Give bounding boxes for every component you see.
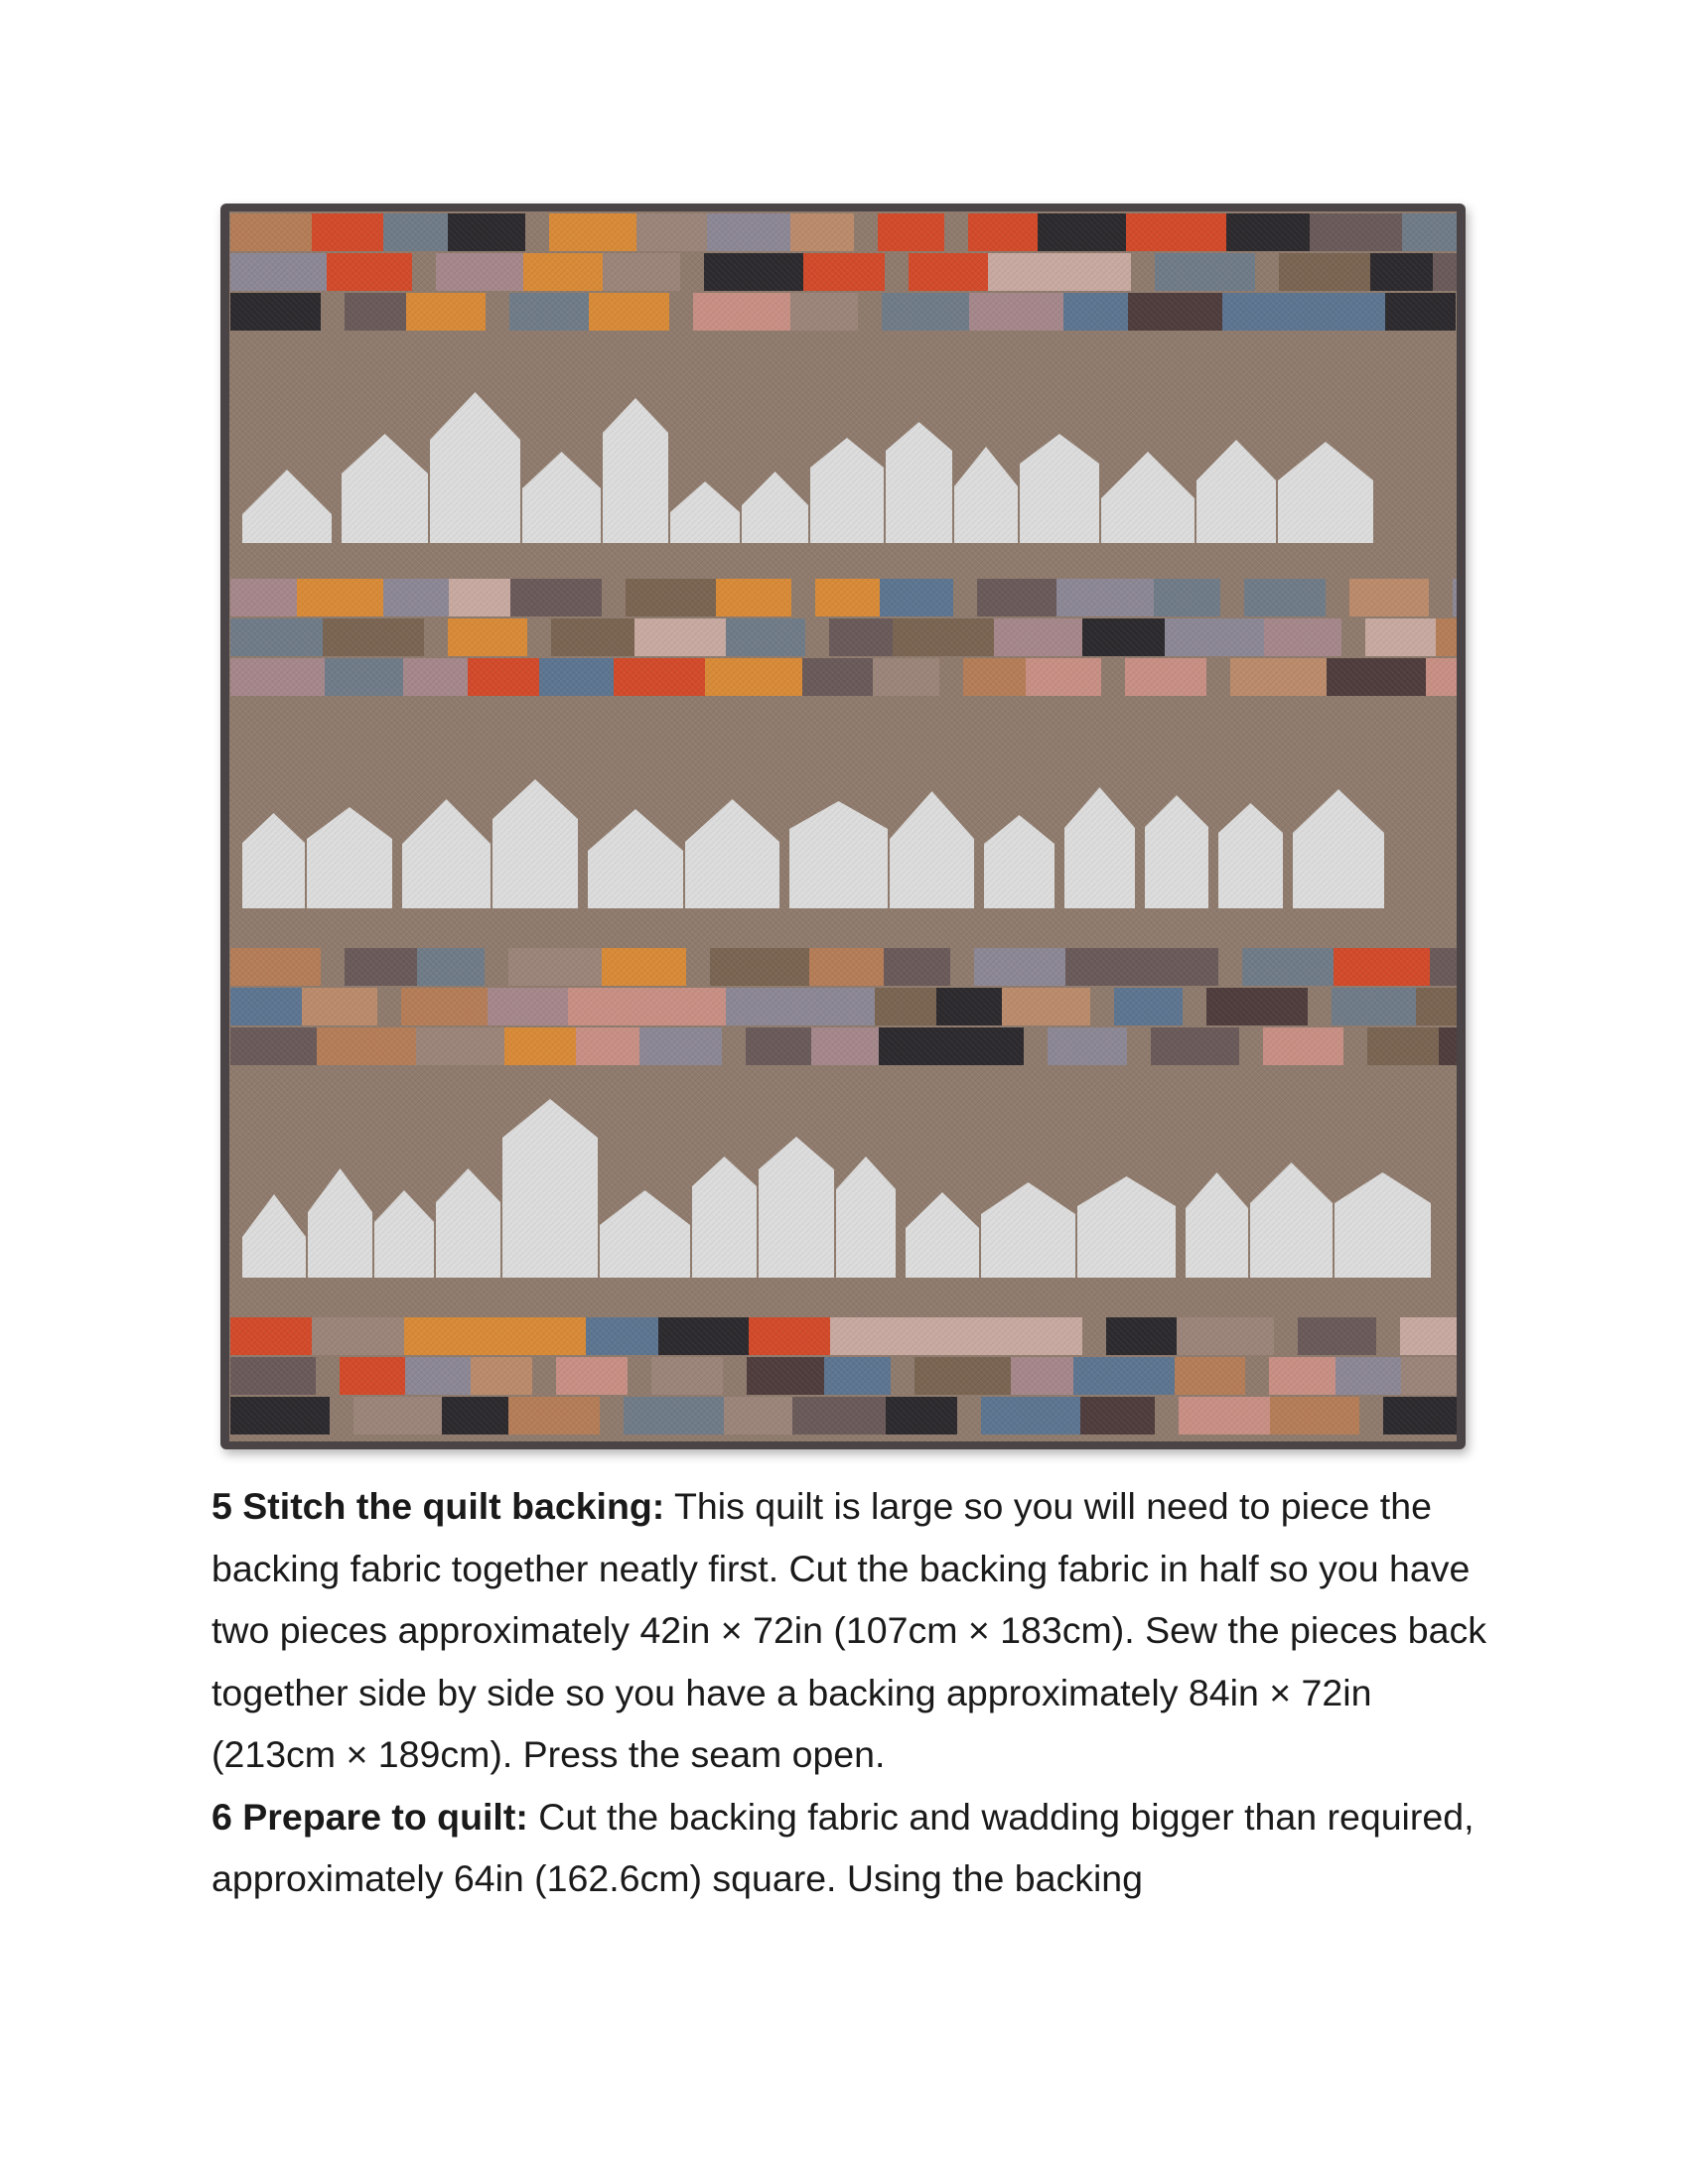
step-6-body: Cut the backing fabric and wadding bigger than required, approximately 64in (162.6cm) square. Using the backing xyxy=(211,1795,1475,1899)
instructions-text xyxy=(211,1475,1492,1910)
step-5-heading: 5 Stitch the quilt backing: xyxy=(211,1485,665,1527)
quilt-image xyxy=(220,204,1466,1449)
step-6-paragraph xyxy=(211,1786,1492,1910)
step-5-paragraph xyxy=(211,1475,1492,1786)
step-5-body: This quilt is large so you will need to piece the backing fabric together neatly first. Cut the backing fabric in half so you have two pieces approximately 42in × 72in (107cm × 183cm). Sew the pieces back together side by side so you have a backing approximately 84in × 72in (213cm × 189cm). Press the seam open. xyxy=(211,1485,1487,1775)
step-6-heading: 6 Prepare to quilt: xyxy=(211,1795,528,1838)
